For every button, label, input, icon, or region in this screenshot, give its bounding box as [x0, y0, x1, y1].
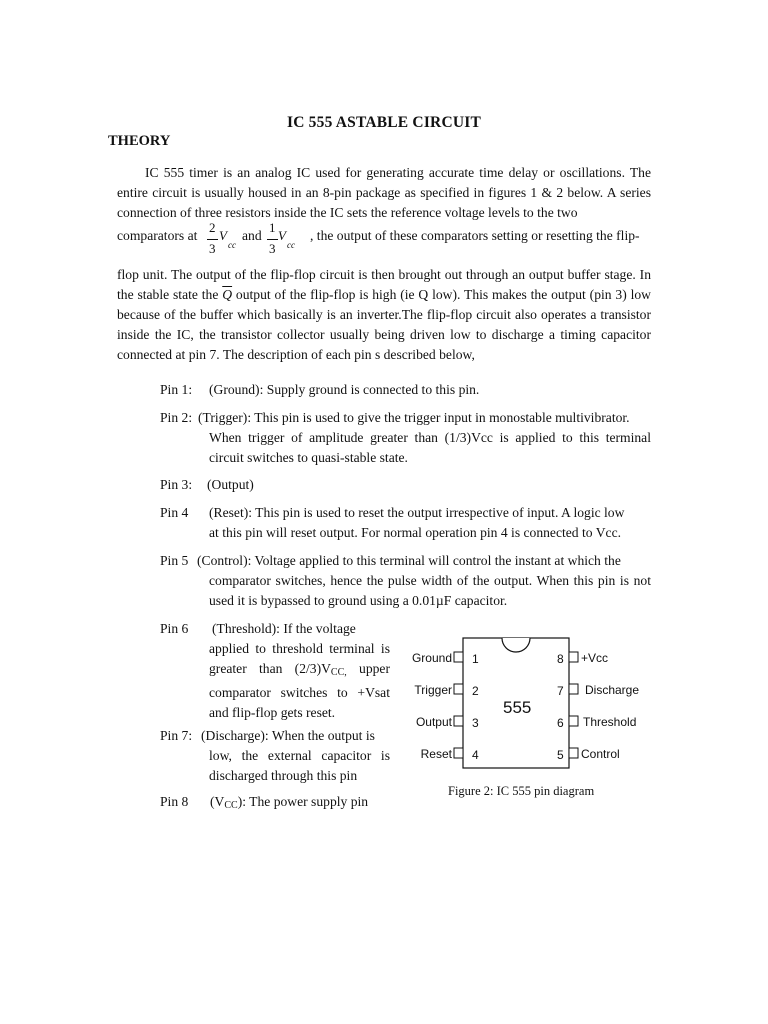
fraction-2-numerator: 1 — [269, 220, 276, 235]
paragraph-2-part-1: flop unit. The output of the flip-flop circuit is then brought out through an output buffer stage. In the stable state the — [117, 267, 651, 302]
fraction-2-bar — [267, 239, 278, 240]
right-pin-5-name: Control — [581, 747, 620, 761]
theory-paragraph-1 — [117, 163, 651, 223]
pin-7-text: (Discharge): When the output is — [201, 728, 375, 743]
pin-6-tail: upper comparator switches to +Vsat and flip-flop gets reset. — [209, 661, 390, 720]
theory-paragraph-2 — [117, 265, 651, 365]
left-pin-1-name: Ground — [411, 651, 452, 665]
pin-8-text — [210, 792, 368, 816]
pin-4-label: Pin 4 — [160, 505, 189, 520]
pin-2-continuation: When trigger of amplitude greater than (1/3)Vcc is applied to this terminal circuit switches to quasi-stable state. — [209, 430, 651, 465]
document-title: IC 555 ASTABLE CIRCUIT — [286, 114, 482, 131]
left-pin-1-number: 1 — [472, 652, 479, 666]
left-pin-3-name: Output — [415, 715, 452, 729]
pin-8-text-lead: (V — [210, 794, 225, 809]
pin-6-subscript: CC, — [330, 667, 347, 678]
pin-1-text: (Ground): Supply ground is connected to this pin. — [209, 382, 480, 397]
right-pin-7-name: Discharge — [585, 683, 640, 697]
right-pin-8-box — [569, 652, 578, 662]
fraction-line — [117, 222, 651, 262]
fraction-1-bar — [207, 239, 218, 240]
chip-notch — [502, 638, 530, 652]
pin-8-subscript: CC — [224, 800, 238, 811]
left-pin-1-box — [454, 652, 463, 662]
right-pin-7-box — [569, 684, 578, 694]
fraction-line-tail: , the output of these comparators setting or resetting the flip- — [310, 228, 640, 243]
fraction-2-variable: V — [278, 228, 286, 243]
fraction-1-subscript: cc — [228, 240, 236, 250]
pin-3-text: (Output) — [207, 477, 254, 492]
left-pin-2-number: 2 — [472, 684, 479, 698]
figure-caption: Figure 2: IC 555 pin diagram — [448, 784, 595, 798]
pin-8-tail: ): The power supply pin — [237, 794, 369, 809]
pin-1-label: Pin 1: — [160, 382, 193, 397]
pin-6-label: Pin 6 — [160, 621, 189, 636]
pin-6-cont-text: applied to threshold terminal is greater than (2/3)V — [209, 641, 390, 676]
ic-555-pin-diagram — [410, 636, 650, 776]
left-pin-2-box — [454, 684, 463, 694]
pin-6-continuation — [209, 639, 390, 723]
fraction-1-denominator: 3 — [209, 241, 216, 256]
pin-5-label: Pin 5 — [160, 553, 189, 568]
pin-3-label: Pin 3: — [160, 477, 193, 492]
fraction-1-variable: V — [219, 228, 227, 243]
left-pin-4-name: Reset — [420, 747, 452, 761]
pin-5-continuation: comparator switches, hence the pulse width of the output. When this pin is not used it is bypassed to ground using a 0.01µF capacitor. — [209, 573, 651, 608]
right-pin-6-number: 6 — [557, 716, 564, 730]
paragraph-2-part-2: output of the flip-flop is high (ie Q low). This makes the output (pin 3) low because of the buffer which basically is an inverter.The flip-flop circuit also operates a transistor inside the IC, the transistor collector usually being driven low to discharge a timing capacitor connected at pin 7. The description of each pin s described below, — [117, 287, 651, 362]
left-pin-3-number: 3 — [472, 716, 479, 730]
right-pin-6-box — [569, 716, 578, 726]
pin-5-text: (Control): Voltage applied to this terminal will control the instant at which the — [197, 553, 621, 568]
pin-4-continuation: at this pin will reset output. For normal operation pin 4 is connected to Vcc. — [209, 525, 622, 540]
fraction-2-subscript: cc — [287, 240, 295, 250]
chip-name: 555 — [503, 698, 532, 717]
pin-7-label: Pin 7: — [160, 728, 193, 743]
pin-2-text: (Trigger): This pin is used to give the trigger input in monostable multivibrator. — [198, 410, 630, 425]
right-pin-5-number: 5 — [557, 748, 564, 762]
left-pin-3-box — [454, 716, 463, 726]
right-pin-7-number: 7 — [557, 684, 564, 698]
right-pin-8-number: 8 — [557, 652, 564, 666]
pin-6-text: (Threshold): If the voltage — [212, 621, 356, 636]
pin-2-label: Pin 2: — [160, 410, 193, 425]
left-pin-4-number: 4 — [472, 748, 479, 762]
left-pin-2-name: Trigger — [414, 683, 452, 697]
pin-8-label: Pin 8 — [160, 794, 189, 809]
right-pin-5-box — [569, 748, 578, 758]
q-bar-symbol: $\overline{Q}$ — [222, 287, 233, 302]
fraction-line-and: and — [242, 228, 262, 243]
pin-4-text: (Reset): This pin is used to reset the output irrespective of input. A logic low — [209, 505, 625, 520]
right-pin-8-name: +Vcc — [581, 651, 609, 665]
paragraph-1-text: IC 555 timer is an analog IC used for generating accurate time delay or oscillations. The entire circuit is usually housed in an 8-pin package as specified in figures 1 & 2 below. A series connection of three resistors inside the IC sets the reference voltage levels to the two — [117, 165, 651, 220]
fraction-2-denominator: 3 — [269, 241, 276, 256]
fraction-line-lead: comparators at — [117, 228, 198, 243]
fraction-1-numerator: 2 — [209, 220, 216, 235]
left-pin-4-box — [454, 748, 463, 758]
section-heading: THEORY — [108, 133, 171, 149]
right-pin-6-name: Threshold — [583, 715, 637, 729]
pin-7-continuation: low, the external capacitor is discharged through this pin — [209, 748, 390, 783]
